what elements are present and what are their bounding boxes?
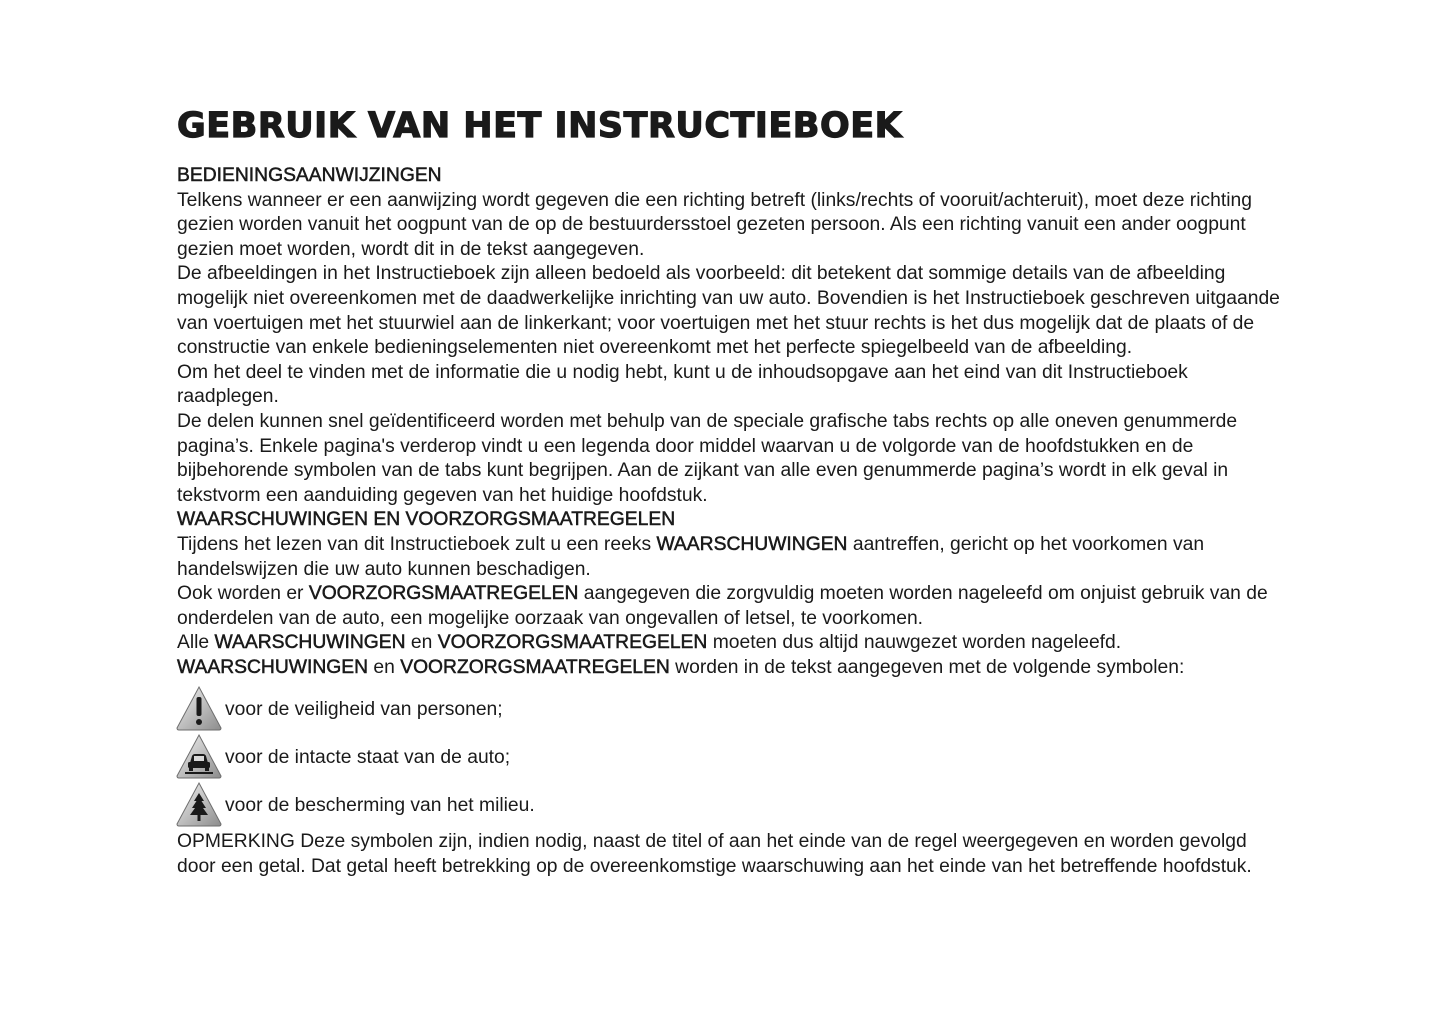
paragraph-symbols-intro xyxy=(177,656,1287,681)
manual-page xyxy=(177,106,1287,880)
paragraph-tabs: De delen kunnen snel geïdentificeerd worden met behulp van de speciale grafische tabs rechts op alle oneven genummerde pagina’s. Enkele pagina's verderop vindt u een legenda door middel waarvan u de volgorde van de hoofdstukken en de bijbehorende symbolen van de tabs kunt begrijpen. Aan de zijkant van alle even genummerde pagina’s wordt in elk geval in tekstvorm een aanduiding gegeven van het huidige hoofdstuk. xyxy=(177,410,1238,506)
paragraph-table-of-contents: Om het deel te vinden met de informatie die u nodig hebt, kunt u de inhoudsopgave aan het eind van dit Instructieboek raadplegen. xyxy=(177,361,1188,408)
section-heading-warnings: WAARSCHUWINGEN EN VOORZORGSMAATREGELEN xyxy=(177,509,676,531)
car-icon xyxy=(175,733,223,779)
symbol-item-environment xyxy=(175,780,1287,828)
emphasis-warnings: WAARSCHUWINGEN xyxy=(656,533,848,555)
text-run: Ook worden er xyxy=(177,583,309,605)
text-run: Tijdens het lezen van dit Instructieboek zult u een reeks xyxy=(177,533,657,555)
symbol-item-safety xyxy=(175,684,1287,732)
paragraph-warnings xyxy=(177,533,1287,582)
text-run: worden in de tekst aangegeven met de volgende symbolen: xyxy=(669,656,1185,678)
paragraph-precautions xyxy=(177,582,1287,631)
text-run: en xyxy=(368,656,401,678)
symbol-label-car: voor de intacte staat van de auto; xyxy=(225,747,511,769)
text-run: aangegeven die zorgvuldig moeten worden nageleefd om onjuist gebruik van de onderdelen van de auto, een mogelijke oorzaak van ongevallen of letsel, te voorkomen. xyxy=(177,583,1268,629)
note-paragraph: OPMERKING Deze symbolen zijn, indien nodig, naast de titel of aan het einde van de regel weergegeven en worden gevolgd door een getal. Dat getal heeft betrekking op de overeenkomstige waarschuwing aan het einde van het betreffende hoofdstuk. xyxy=(177,831,1252,878)
emphasis-precautions: VOORZORGSMAATREGELEN xyxy=(437,632,708,654)
symbol-label-safety: voor de veiligheid van personen; xyxy=(225,699,503,721)
tree-icon xyxy=(175,781,223,827)
emphasis-warnings: WAARSCHUWINGEN xyxy=(214,632,406,654)
text-run: aantreffen, gericht op het voorkomen van handelswijzen die uw auto kunnen beschadigen. xyxy=(177,533,1205,580)
page-title: GEBRUIK VAN HET INSTRUCTIEBOEK xyxy=(177,106,903,146)
section-heading-bedieningsaanwijzingen: BEDIENINGSAANWIJZINGEN xyxy=(177,165,442,186)
emphasis-precautions: VOORZORGSMAATREGELEN xyxy=(308,583,579,605)
paragraph-observe xyxy=(177,631,1287,656)
symbol-item-car xyxy=(175,732,1287,780)
text-run: moeten dus altijd nauwgezet worden nageleefd. xyxy=(707,632,1122,654)
symbol-label-environment: voor de bescherming van het milieu. xyxy=(225,795,535,817)
symbol-list xyxy=(177,684,1287,828)
text-run: Alle xyxy=(177,632,215,654)
text-run: en xyxy=(405,632,438,654)
paragraph-images: De afbeeldingen in het Instructieboek zijn alleen bedoeld als voorbeeld: dit betekent dat sommige details van de afbeelding mogelijk niet overeenkomen met de daadwerkelijke inrichting van uw auto. Bovendien is het Instructieboek geschreven uitgaande van voertuigen met het stuurwiel aan de linkerkant; voor voertuigen met het stuur rechts is het dus mogelijk dat de plaats of de constructie van enkele bedieningselementen niet overeenkomt met het perfecte spiegelbeeld van de afbeelding. xyxy=(177,263,1280,359)
emphasis-precautions: VOORZORGSMAATREGELEN xyxy=(400,656,670,678)
paragraph-direction: Telkens wanneer er een aanwijzing wordt gegeven die een richting betreft (links/rechts of vooruit/achteruit), moet deze richting gezien worden vanuit het oogpunt van de op de bestuurdersstoel gezeten persoon. Als een richting vanuit een ander oogpunt gezien moet worden, wordt dit in de tekst aangegeven. xyxy=(177,189,1252,260)
warning-exclamation-icon xyxy=(175,685,223,731)
emphasis-warnings: WAARSCHUWINGEN xyxy=(177,656,369,678)
